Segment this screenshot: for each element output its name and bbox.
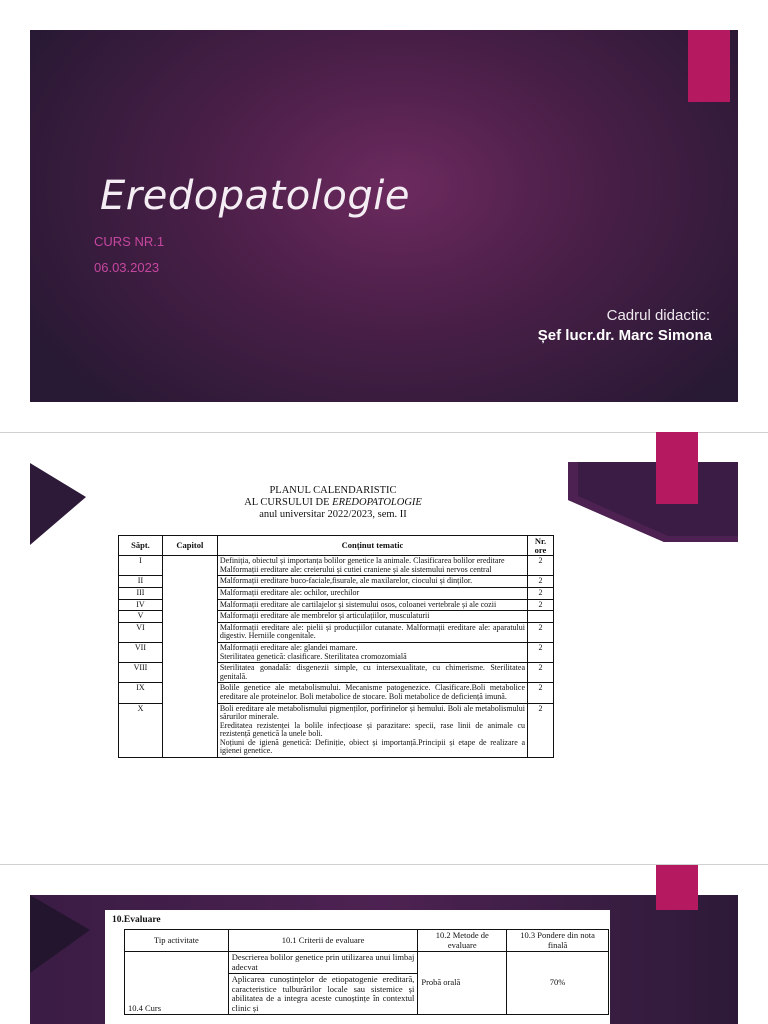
hours-cell: 2 <box>528 556 554 576</box>
column-header: 10.1 Criterii de evaluare <box>228 930 418 952</box>
column-header: Capitol <box>162 536 217 556</box>
week-cell: II <box>119 576 163 588</box>
slide-divider <box>0 432 768 433</box>
hours-cell: 2 <box>528 622 554 642</box>
week-cell: VIII <box>119 663 163 683</box>
week-cell: X <box>119 703 163 758</box>
content-cell: Malformații ereditare ale: glandei mamare. Sterilitatea genetică: clasificare. Sterilitatea cromozomială <box>217 642 527 662</box>
week-cell: V <box>119 611 163 623</box>
content-cell: Bolile genetice ale metabolismului. Mecanisme patogenezice. Clasificare.Boli metabolice ereditare ale proteinelor. Boli metabolice de stocare. Boli metabolice de deficiență imună. <box>217 683 527 703</box>
slide-divider <box>0 864 768 865</box>
plan-heading-line1: PLANUL CALENDARISTIC <box>269 485 397 496</box>
week-cell: IX <box>119 683 163 703</box>
plan-heading-line3: anul universitar 2022/2023, sem. II <box>259 509 407 520</box>
left-decor-triangle <box>30 463 100 563</box>
evaluation-panel <box>105 910 610 1024</box>
content-cell: Definiția, obiectul și importanța bolilor genetice la animale. Clasificarea bolilor ereditare Malformații ereditare ale: creierului și cutiei craniene și ale sistemului nervos central <box>217 556 527 576</box>
column-header: Conținut tematic <box>217 536 527 556</box>
week-cell: I <box>119 556 163 576</box>
calendar-table <box>118 535 554 758</box>
content-cell: Sterilitatea gonadală: disgenezii simple, cu intersexualitate, cu chimerisme. Sterilitatea genitală. <box>217 663 527 683</box>
plan-heading <box>118 485 548 521</box>
week-cell: VII <box>119 642 163 662</box>
week-cell: IV <box>119 599 163 611</box>
activity-type-cell: 10.4 Curs <box>125 952 229 1015</box>
column-header: Săpt. <box>119 536 163 556</box>
content-cell: Malformații ereditare buco-faciale,fisurale, ale maxilarelor, ciocului și dinților. <box>217 576 527 588</box>
chapter-cell <box>162 556 217 758</box>
column-header: Tip activitate <box>125 930 229 952</box>
accent-ribbon <box>656 432 698 504</box>
week-cell: III <box>119 587 163 599</box>
course-date: 06.03.2023 <box>94 260 160 275</box>
accent-ribbon <box>688 30 730 102</box>
content-cell: Malformații ereditare ale cartilajelor și sistemului osos, coloanei vertebrale și ale cozii <box>217 599 527 611</box>
hours-cell: 2 <box>528 683 554 703</box>
teacher-label: Cadrul didactic: <box>606 307 710 324</box>
content-cell: Boli ereditare ale metabolismului pigmenților, porfirinelor și hemului. Boli ale metabolismului sărurilor minerale. Ereditatea rezistenței la bolile infecțioase și parazitare: specii, rase linii de animale cu rezistență genetică la unele boli. Noțiuni de igienă genetică: Definiție, obiect și importanță.Principii și etape de realizare a igienei genetice. <box>217 703 527 758</box>
hours-cell: 2 <box>528 599 554 611</box>
weight-cell: 70% <box>507 952 609 1015</box>
week-cell: VI <box>119 622 163 642</box>
criteria-cell: Aplicarea cunoștințelor de etiopatogenie ereditară, caracteristice tulburărilor locale sau sistemice și abilitatea de a integra aceste cunoștințe în contextul clinic și <box>228 974 418 1015</box>
right-decor-shape <box>568 460 738 560</box>
title-slide <box>30 30 738 402</box>
column-header: Nr. ore <box>528 536 554 556</box>
left-decor-triangle <box>30 895 110 975</box>
content-cell: Malformații ereditare ale: pielii și producțiilor cutanate. Malformații ereditare ale: aparatului digestiv. Herniile congenitale. <box>217 622 527 642</box>
hours-cell: 2 <box>528 703 554 758</box>
teacher-name: Șef lucr.dr. Marc Simona <box>537 327 712 344</box>
column-header: 10.3 Pondere din nota finală <box>507 930 609 952</box>
column-header: 10.2 Metode de evaluare <box>418 930 507 952</box>
hours-cell: 2 <box>528 587 554 599</box>
hours-cell: 2 <box>528 663 554 683</box>
method-cell: Probă orală <box>418 952 507 1015</box>
content-cell: Malformații ereditare ale membrelor și articulațiilor, musculaturii <box>217 611 527 623</box>
hours-cell: 2 <box>528 642 554 662</box>
evaluation-table <box>124 929 609 1015</box>
accent-ribbon <box>656 865 698 910</box>
table-row <box>119 556 554 576</box>
evaluation-title: 10.Evaluare <box>112 915 161 925</box>
hours-cell: 2 <box>528 576 554 588</box>
criteria-cell: Descrierea bolilor genetice prin utilizarea unui limbaj adecvat <box>228 952 418 974</box>
content-cell: Malformații ereditare ale: ochilor, urechilor <box>217 587 527 599</box>
course-number: CURS NR.1 <box>94 234 165 249</box>
plan-heading-line2: AL CURSULUI DE EREDOPATOLOGIE <box>244 497 422 508</box>
hours-cell <box>528 611 554 623</box>
presentation-title: Eredopatologie <box>100 173 410 219</box>
